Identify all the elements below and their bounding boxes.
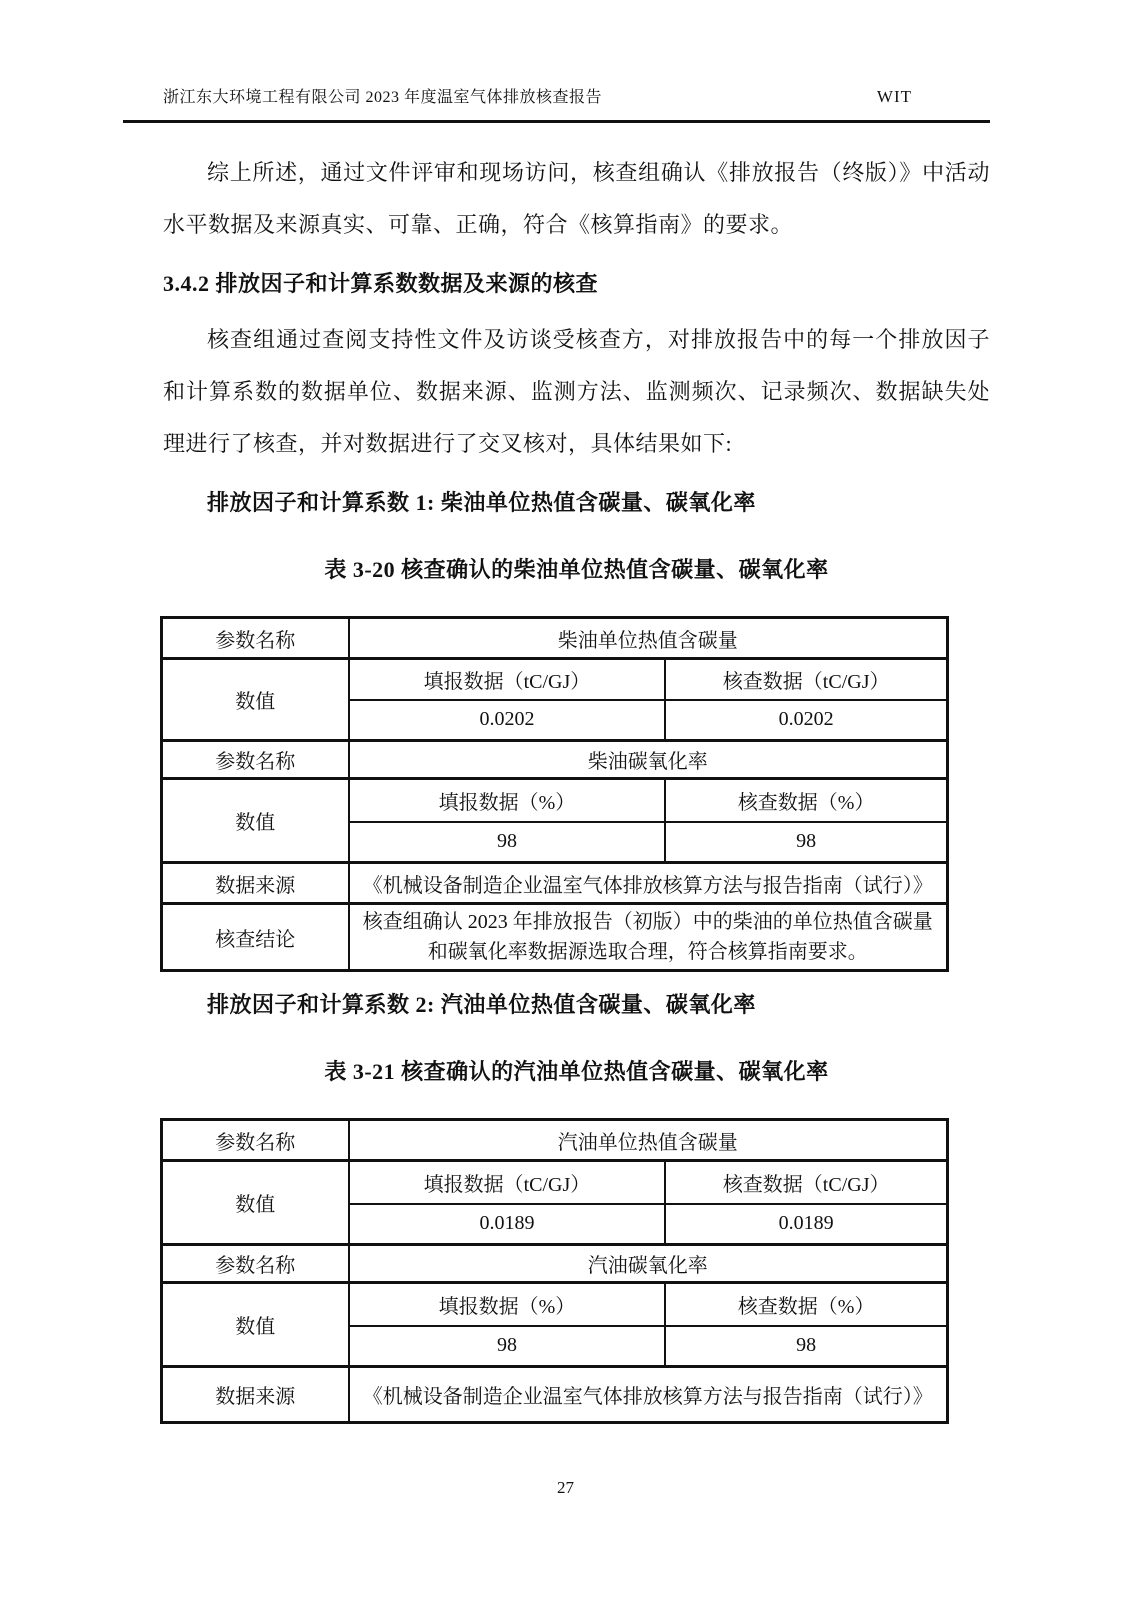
reported-header-cell: 填报数据（tC/GJ） bbox=[349, 659, 666, 700]
table-row bbox=[162, 618, 948, 659]
source-label-cell: 数据来源 bbox=[162, 863, 349, 904]
verified-value-cell: 98 bbox=[665, 1326, 947, 1367]
document-page bbox=[163, 0, 990, 1424]
param2-name-cell: 柴油碳氧化率 bbox=[349, 741, 948, 779]
param1-name-cell: 汽油单位热值含碳量 bbox=[349, 1120, 948, 1161]
source-label-cell: 数据来源 bbox=[162, 1367, 349, 1423]
reported-value-cell: 98 bbox=[349, 822, 666, 863]
table-row bbox=[162, 1245, 948, 1283]
source-value-cell: 《机械设备制造企业温室气体排放核算方法与报告指南（试行）》 bbox=[349, 863, 948, 904]
reported-header-cell: 填报数据（%） bbox=[349, 779, 666, 822]
method-paragraph: 核查组通过查阅支持性文件及访谈受核查方，对排放报告中的每一个排放因子和计算系数的数据单位、数据来源、监测方法、监测频次、记录频次、数据缺失处理进行了核查，并对数据进行了交叉核对，具体结果如下: bbox=[163, 327, 990, 456]
verified-header-cell: 核查数据（tC/GJ） bbox=[665, 1161, 947, 1204]
table-row bbox=[162, 741, 948, 779]
verified-header-cell: 核查数据（tC/GJ） bbox=[665, 659, 947, 700]
reported-value-cell: 0.0202 bbox=[349, 700, 666, 741]
page-footer bbox=[0, 1478, 1131, 1498]
header-mark: WIT bbox=[876, 87, 912, 106]
table-row bbox=[162, 779, 948, 822]
verified-header-cell: 核查数据（%） bbox=[665, 1283, 947, 1326]
section-heading-3-4-2: 3.4.2 排放因子和计算系数数据及来源的核查 bbox=[163, 271, 599, 296]
value-label-cell: 数值 bbox=[162, 1283, 349, 1367]
table-3-21 bbox=[160, 1118, 949, 1424]
value-label-cell: 数值 bbox=[162, 1161, 349, 1245]
table-row bbox=[162, 863, 948, 904]
table-3-20-caption: 表 3-20 核查确认的柴油单位热值含碳量、碳氧化率 bbox=[324, 557, 829, 582]
reported-value-cell: 0.0189 bbox=[349, 1204, 666, 1245]
table-3-20 bbox=[160, 616, 949, 972]
verified-value-cell: 0.0189 bbox=[665, 1204, 947, 1245]
table-row bbox=[162, 904, 948, 971]
page-number: 27 bbox=[557, 1478, 574, 1497]
table-row bbox=[162, 1120, 948, 1161]
value-label-cell: 数值 bbox=[162, 779, 349, 863]
param2-name-cell: 汽油碳氧化率 bbox=[349, 1245, 948, 1283]
conclusion-label-cell: 核查结论 bbox=[162, 904, 349, 971]
param1-name-cell: 柴油单位热值含碳量 bbox=[349, 618, 948, 659]
reported-header-cell: 填报数据（%） bbox=[349, 1283, 666, 1326]
conclusion-value-cell: 核查组确认 2023 年排放报告（初版）中的柴油的单位热值含碳量和碳氧化率数据源选取合理，符合核算指南要求。 bbox=[349, 904, 948, 971]
table-row bbox=[162, 659, 948, 700]
verified-value-cell: 0.0202 bbox=[665, 700, 947, 741]
verified-header-cell: 核查数据（%） bbox=[665, 779, 947, 822]
table-row bbox=[162, 1367, 948, 1423]
reported-header-cell: 填报数据（tC/GJ） bbox=[349, 1161, 666, 1204]
header-title: 浙江东大环境工程有限公司 2023 年度温室气体排放核查报告 bbox=[163, 89, 603, 106]
table-row bbox=[162, 1283, 948, 1326]
header-rule bbox=[123, 120, 990, 123]
param-label-cell: 参数名称 bbox=[162, 1120, 349, 1161]
factor1-heading: 排放因子和计算系数 1: 柴油单位热值含碳量、碳氧化率 bbox=[207, 490, 756, 515]
verified-value-cell: 98 bbox=[665, 822, 947, 863]
page-header bbox=[163, 0, 990, 107]
table-row bbox=[162, 1161, 948, 1204]
source-value-cell: 《机械设备制造企业温室气体排放核算方法与报告指南（试行）》 bbox=[349, 1367, 948, 1423]
factor2-heading: 排放因子和计算系数 2: 汽油单位热值含碳量、碳氧化率 bbox=[207, 992, 756, 1017]
reported-value-cell: 98 bbox=[349, 1326, 666, 1367]
param-label-cell: 参数名称 bbox=[162, 741, 349, 779]
summary-paragraph: 综上所述，通过文件评审和现场访问，核查组确认《排放报告（终版）》中活动水平数据及来源真实、可靠、正确，符合《核算指南》的要求。 bbox=[163, 160, 990, 237]
param-label-cell: 参数名称 bbox=[162, 1245, 349, 1283]
value-label-cell: 数值 bbox=[162, 659, 349, 741]
param-label-cell: 参数名称 bbox=[162, 618, 349, 659]
table-3-21-caption: 表 3-21 核查确认的汽油单位热值含碳量、碳氧化率 bbox=[324, 1059, 829, 1084]
